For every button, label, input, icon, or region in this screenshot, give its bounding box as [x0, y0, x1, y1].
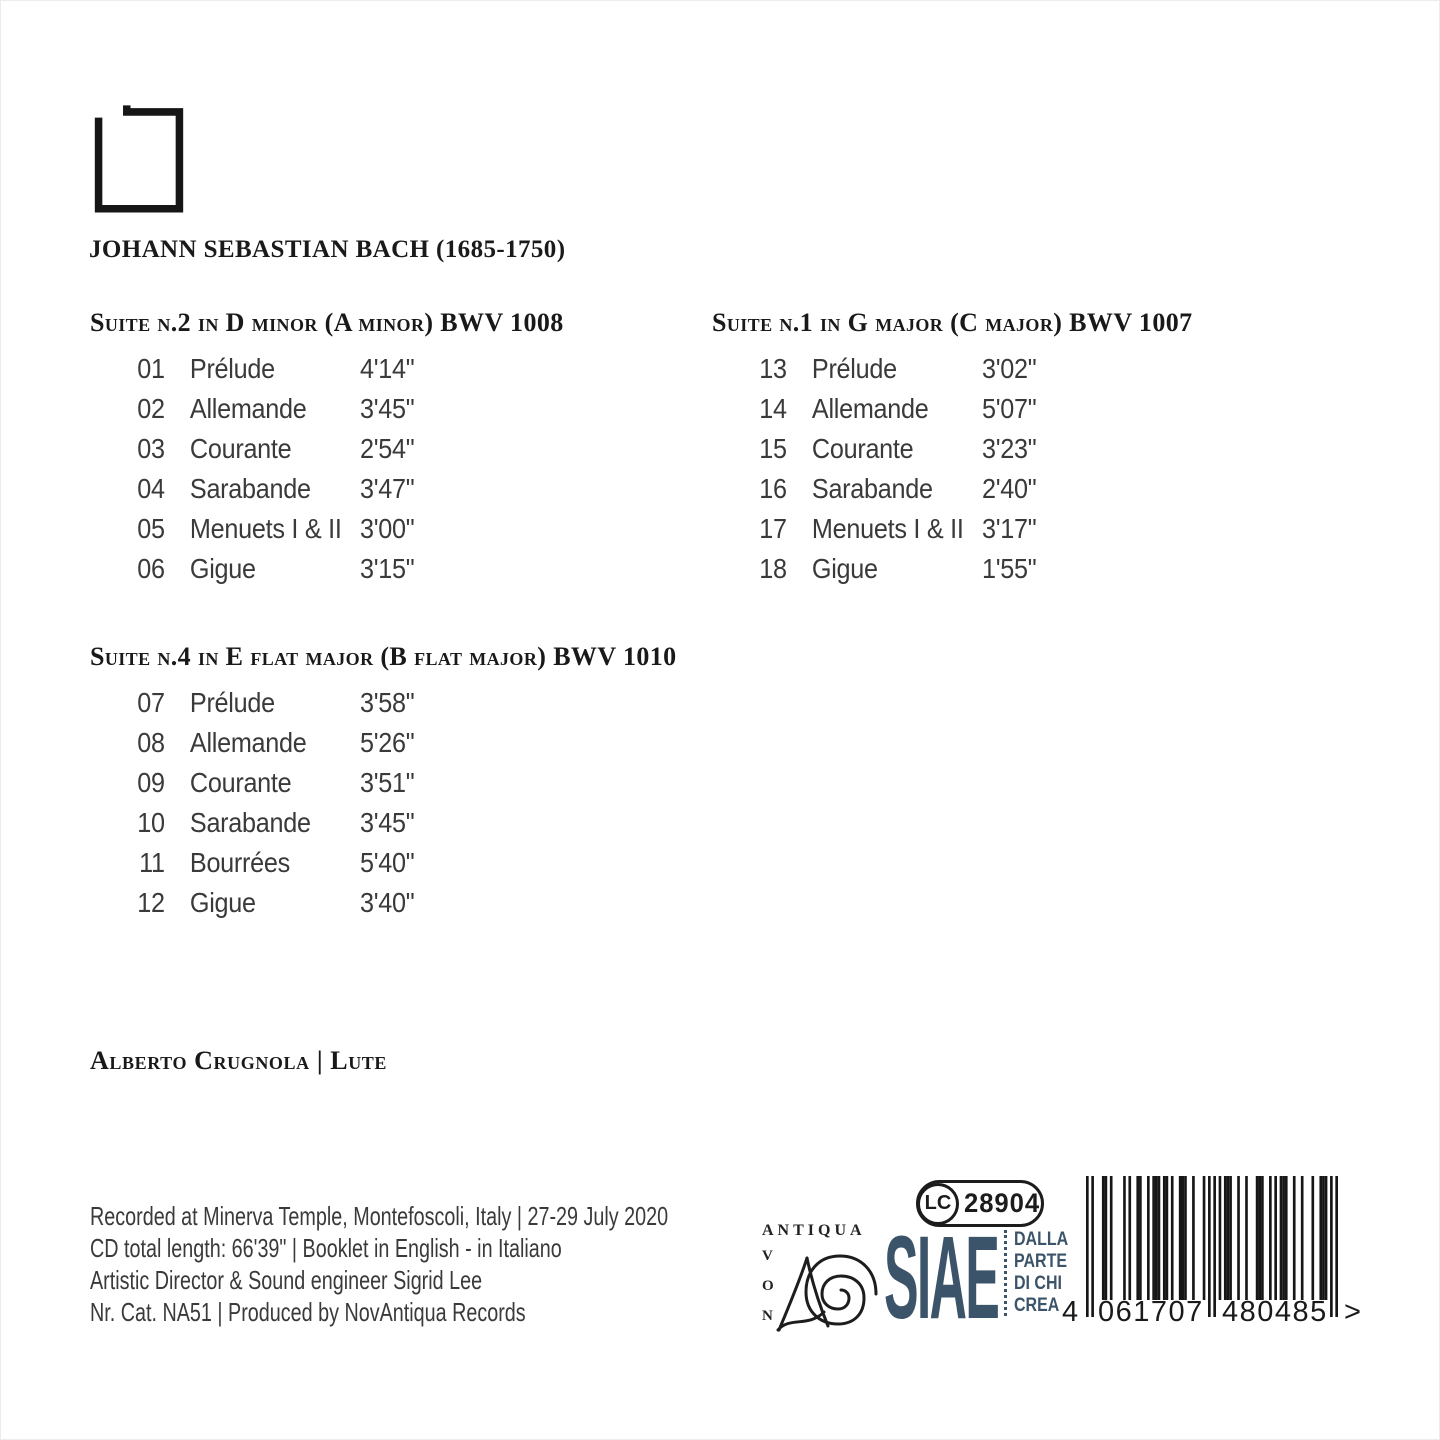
track-row: [90, 509, 666, 549]
suite-title: Suite n.1 in G major (C major) BWV 1007: [712, 308, 1193, 337]
track-number: 01: [137, 353, 165, 384]
siae-wordmark: SIAE: [884, 1211, 999, 1344]
track-duration: 3'02": [982, 353, 1037, 384]
credit-line: Nr. Cat. NA51 | Produced by NovAntiqua Records: [90, 1297, 526, 1327]
track-name: Prélude: [811, 353, 897, 384]
track-number: 18: [759, 553, 787, 584]
track-number: 09: [137, 767, 165, 798]
suite-title: Suite n.2 in D minor (A minor) BWV 1008: [90, 308, 564, 337]
suite-section: [90, 640, 710, 923]
track-row: [90, 883, 666, 923]
track-name: Gigue: [811, 553, 878, 584]
track-number: 13: [759, 353, 787, 384]
credit-line: Artistic Director & Sound engineer Sigrid Lee: [90, 1265, 483, 1295]
album-square-logo-icon: [92, 102, 186, 214]
track-duration: 3'23": [982, 433, 1037, 464]
track-row: [90, 763, 666, 803]
track-row: [90, 389, 666, 429]
track-name: Gigue: [189, 553, 256, 584]
track-number: 11: [139, 847, 165, 878]
track-duration: 2'40": [982, 473, 1037, 504]
track-row: [90, 723, 666, 763]
credit-line: CD total length: 66'39" | Booklet in English - in Italiano: [90, 1233, 562, 1263]
barcode-digit-group: 4: [1062, 1296, 1079, 1328]
track-number: 16: [759, 473, 787, 504]
track-number: 02: [137, 393, 165, 424]
track-number: 17: [759, 513, 787, 544]
track-duration: 2'54": [360, 433, 415, 464]
track-name: Sarabande: [811, 473, 933, 504]
siae-tagline-line: DI CHI: [1014, 1272, 1062, 1294]
track-duration: 3'15": [360, 553, 415, 584]
siae-tagline: [1014, 1228, 1068, 1316]
track-row: [712, 469, 1288, 509]
track-name: Prélude: [189, 687, 275, 718]
track-number: 10: [137, 807, 165, 838]
track-row: [712, 389, 1288, 429]
track-duration: 3'00": [360, 513, 415, 544]
track-duration: 1'55": [982, 553, 1037, 584]
suite-section: [712, 306, 1332, 589]
track-name: Allemande: [189, 393, 307, 424]
track-number: 06: [137, 553, 165, 584]
ean-barcode: [1062, 1176, 1361, 1336]
track-number: 15: [759, 433, 787, 464]
track-duration: 3'58": [360, 687, 415, 718]
suite-title: Suite n.4 in E flat major (B flat major) BWV 1010: [90, 642, 677, 671]
novantiqua-wordmark: ANTIQUA: [762, 1222, 866, 1239]
track-name: Sarabande: [189, 473, 311, 504]
track-row: [712, 509, 1288, 549]
track-duration: 3'40": [360, 887, 415, 918]
novantiqua-letter: O: [762, 1278, 774, 1294]
novantiqua-logo: [754, 1222, 880, 1338]
barcode-digit-group: >: [1344, 1296, 1361, 1328]
novantiqua-letter: N: [762, 1308, 773, 1324]
track-row: [90, 683, 666, 723]
track-duration: 3'45": [360, 393, 415, 424]
lc-number: 28904: [964, 1188, 1041, 1218]
track-name: Prélude: [189, 353, 275, 384]
track-row: [90, 429, 666, 469]
track-name: Allemande: [811, 393, 929, 424]
composer-title: JOHANN SEBASTIAN BACH (1685-1750): [89, 236, 566, 263]
siae-logo: [884, 1211, 1069, 1344]
track-name: Bourrées: [189, 847, 290, 878]
track-name: Menuets I & II: [811, 513, 964, 544]
track-row: [90, 469, 666, 509]
track-row: [90, 843, 666, 883]
siae-tagline-line: DALLA: [1014, 1228, 1069, 1250]
track-name: Menuets I & II: [189, 513, 342, 544]
track-duration: 5'26": [360, 727, 415, 758]
track-number: 04: [137, 473, 165, 504]
track-number: 08: [137, 727, 165, 758]
track-duration: 3'47": [360, 473, 415, 504]
track-number: 14: [759, 393, 787, 424]
track-duration: 3'45": [360, 807, 415, 838]
track-row: [90, 549, 666, 589]
siae-tagline-line: CREA: [1014, 1294, 1060, 1316]
track-name: Courante: [189, 767, 292, 798]
track-row: [712, 349, 1288, 389]
siae-divider: [1004, 1230, 1007, 1316]
track-duration: 4'14": [360, 353, 415, 384]
track-name: Courante: [811, 433, 914, 464]
track-duration: 3'17": [982, 513, 1037, 544]
novantiqua-spiral-icon: [772, 1242, 882, 1338]
barcode-digit-group: 480485: [1222, 1296, 1328, 1328]
track-duration: 5'07": [982, 393, 1037, 424]
track-number: 05: [137, 513, 165, 544]
credit-line: Recorded at Minerva Temple, Montefoscoli, Italy | 27-29 July 2020: [90, 1201, 669, 1231]
track-row: [712, 549, 1288, 589]
track-row: [90, 349, 666, 389]
track-row: [90, 803, 666, 843]
track-name: Gigue: [189, 887, 256, 918]
track-row: [712, 429, 1288, 469]
barcode-digit-group: 061707: [1098, 1296, 1204, 1328]
track-number: 12: [137, 887, 165, 918]
track-name: Allemande: [189, 727, 307, 758]
track-number: 07: [137, 687, 165, 718]
performer-credit: Alberto Crugnola | Lute: [90, 1046, 387, 1075]
track-number: 03: [137, 433, 165, 464]
suite-section: [90, 306, 710, 589]
credits-block: [90, 1200, 668, 1328]
siae-tagline-line: PARTE: [1014, 1250, 1068, 1272]
track-name: Sarabande: [189, 807, 311, 838]
track-duration: 3'51": [360, 767, 415, 798]
track-duration: 5'40": [360, 847, 415, 878]
lc-prefix: LC: [924, 1192, 952, 1214]
track-name: Courante: [189, 433, 292, 464]
novantiqua-letter: V: [762, 1248, 773, 1264]
